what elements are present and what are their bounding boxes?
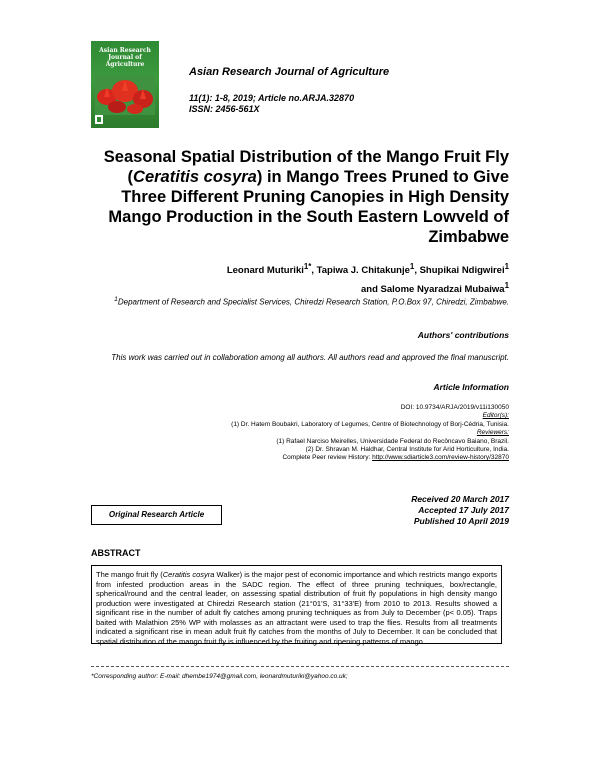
cover-title: Asian Research Journal of Agriculture bbox=[99, 47, 151, 68]
article-type-box: Original Research Article bbox=[91, 505, 222, 525]
published-date: Published 10 April 2019 bbox=[413, 516, 509, 526]
editors-label: Editor(s): bbox=[482, 412, 509, 420]
received-date: Received 20 March 2017 bbox=[411, 494, 509, 504]
cover-flower-icon bbox=[95, 75, 155, 115]
author-line-2: and Salome Nyaradzai Mubaiwa$^1$ bbox=[360, 281, 509, 296]
author-name: and Salome Nyaradzai Mubaiwa bbox=[360, 284, 505, 296]
accepted-date: Accepted 17 July 2017 bbox=[418, 505, 509, 515]
journal-name: Asian Research Journal of Agriculture bbox=[189, 66, 390, 78]
reviewer-entry: (1) Rafael Narciso Meirelles, Universidade Federal do Recôncavo Baiano, Brazil. bbox=[276, 437, 509, 445]
paper-title: Seasonal Spatial Distribution of the Mango Fruit Fly (Ceratitis cosyra) in Mango Trees Pruned to Give Three Different Pruning Canopies in High Density Mango Production in the South Eastern Lowveld of Zimbabwe bbox=[103, 148, 509, 246]
journal-cover-image bbox=[91, 41, 159, 128]
author-list bbox=[79, 259, 509, 297]
article-info-block bbox=[69, 404, 509, 463]
abstract-heading: ABSTRACT bbox=[91, 548, 141, 558]
author-name: Leonard Muturiki bbox=[226, 265, 304, 277]
footnote-divider bbox=[91, 666, 509, 667]
publication-dates bbox=[411, 494, 509, 527]
publisher-logo-icon bbox=[95, 115, 103, 124]
contributions-heading: Authors' contributions bbox=[417, 330, 509, 340]
abstract-box: The mango fruit fly (Ceratitis cosyra Walker) is the major pest of economic importance and which restricts mango exports from infested production areas in the SADC region. The effect of three pruning techniques, box/rectangle, spherical/round and the central leader, on assessing spatial distribution of fruit fly populations in high density mango production were investigated at Chiredzi Research station (21°01'S, 31°33'E) from 2010 to 2013. Results showed a significant rise in the number of adult fly catches among pruning techniques as from July to December (p< 0.05). Traps baited with Malathion 25% WP with molasses as an attractant were used to trap the flies. Results from all treatments indicated a significant rise in mean adult fruit fly catches from the months of July to December. It can be concluded that spatial distribution of the mango fruit fly is influenced by the fruiting and ripening patterns of mango. bbox=[91, 565, 502, 644]
affiliation: $^1$Department of Research and Specialist Services, Chiredzi Research Station, P.O.Box 97, Chiredzi, Zimbabwe. bbox=[114, 296, 509, 307]
issue-info: 11(1): 1-8, 2019; Article no.ARJA.32870 bbox=[189, 93, 355, 103]
issn: ISSN: 2456-561X bbox=[189, 104, 260, 114]
article-info-heading: Article Information bbox=[433, 382, 509, 392]
doi: DOI: 10.9734/ARJA/2019/v11i130050 bbox=[400, 404, 509, 411]
author-name: Shupikai Ndigwirei bbox=[419, 265, 505, 277]
author-name: Tapiwa J. Chitakunje bbox=[316, 265, 410, 277]
author-line-1: Leonard Muturiki$^{1*}$, Tapiwa J. Chitakunje$^1$, Shupikai Ndigwirei$^1$ bbox=[226, 262, 509, 277]
reviewer-entry: (2) Dr. Shravan M. Haldhar, Central Institute for Arid Horticulture, India. bbox=[305, 446, 509, 454]
title-species: Ceratitis cosyra bbox=[133, 168, 257, 186]
review-history: Complete Peer review History: http://www.sdiarticle3.com/review-history/32870 bbox=[282, 454, 509, 462]
reviewers-label: Reviewers: bbox=[476, 429, 509, 437]
contributions-text: This work was carried out in collaboration among all authors. All authors read and approved the final manuscript. bbox=[111, 353, 509, 362]
abstract-species: Ceratitis cosyra bbox=[162, 570, 215, 579]
corresponding-author-footnote: *Corresponding author: E-mail: dhembe1974@gmail.com, leonardmuturiki@yahoo.co.uk; bbox=[91, 673, 348, 680]
editor-entry: (1) Dr. Hatem Boubakri, Laboratory of Legumes, Centre of Biotechnology of Borj-Cédria, Tunisia. bbox=[231, 420, 509, 428]
review-history-link[interactable]: http://www.sdiarticle3.com/review-history/32870 bbox=[372, 454, 509, 462]
